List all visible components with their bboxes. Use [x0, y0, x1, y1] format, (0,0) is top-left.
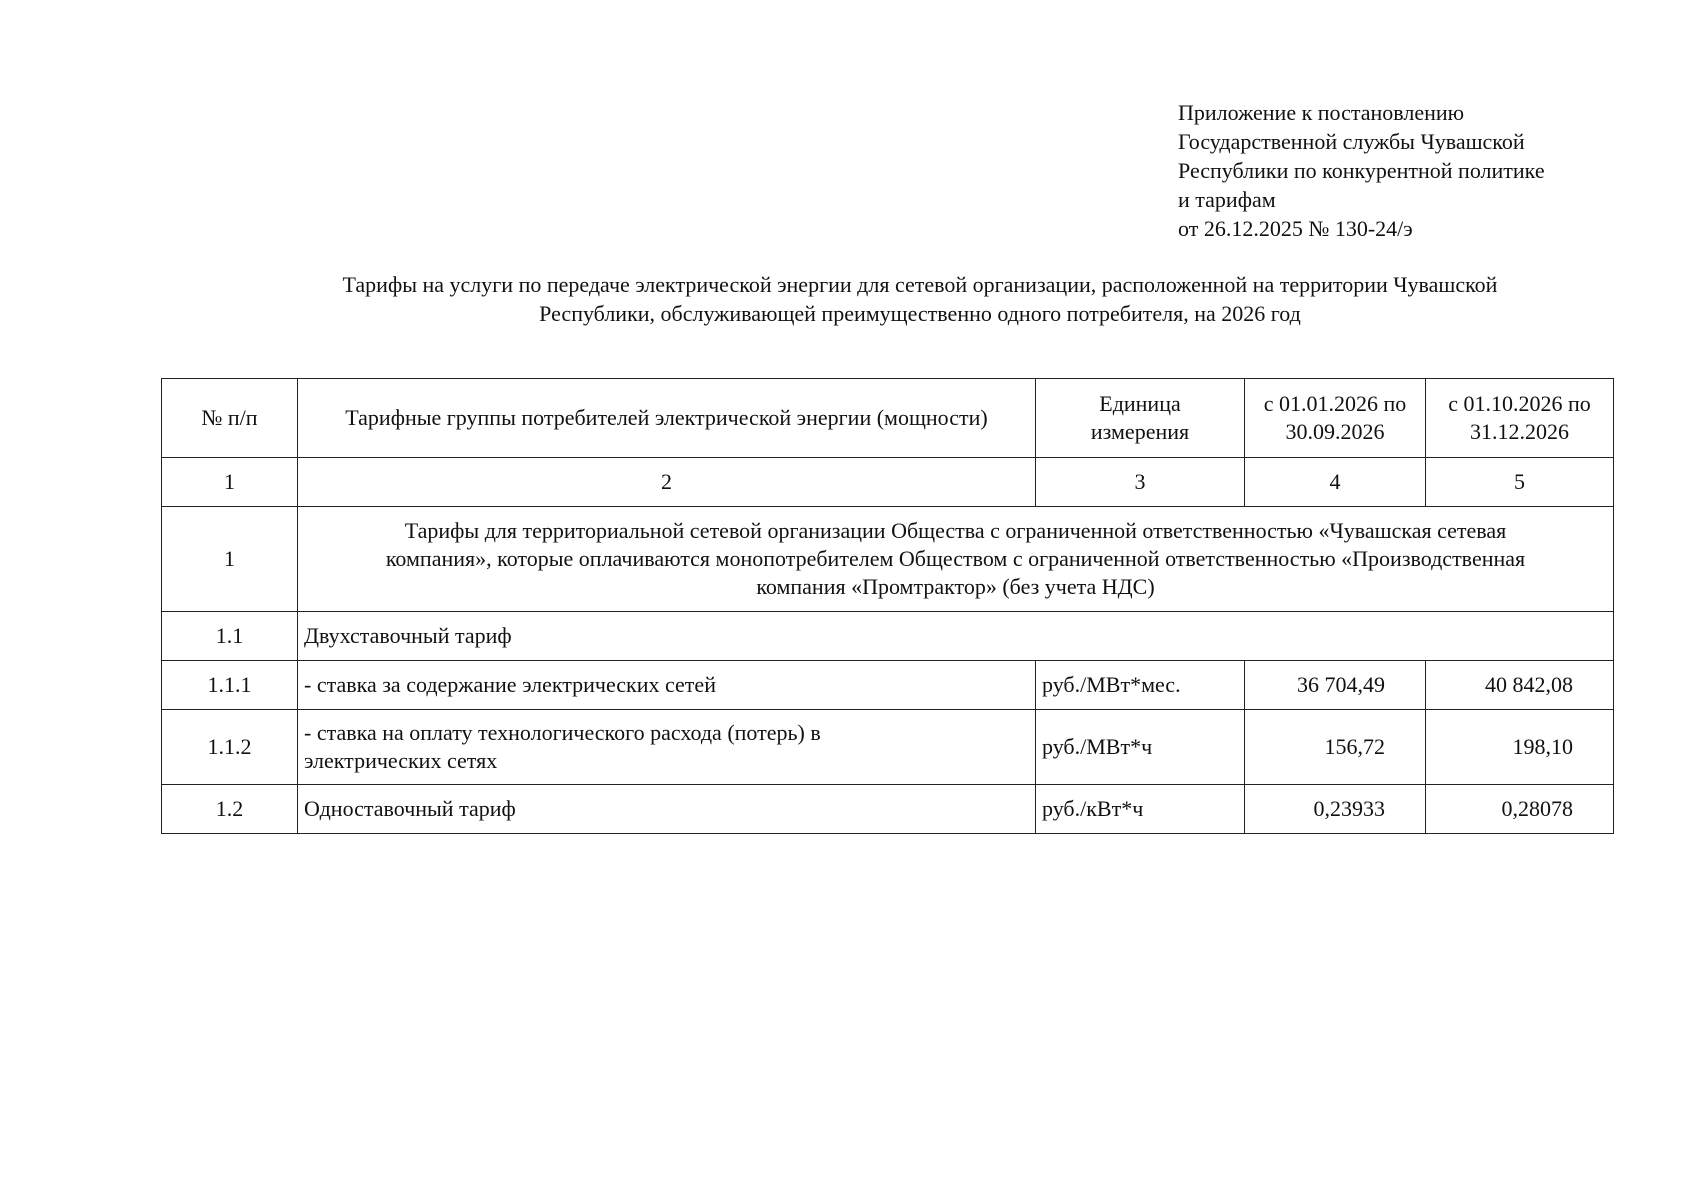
- header-period1-line: с 01.01.2026 по: [1263, 391, 1407, 416]
- table-header-row: [162, 379, 1614, 458]
- row-label-line: - ставка на оплату технологического расхода (потерь) в: [304, 720, 821, 745]
- subsection-num: 1.1: [162, 612, 298, 661]
- section-title: [298, 507, 1614, 612]
- appendix-line: Республики по конкурентной политике: [1178, 158, 1545, 183]
- row-num: 1.1.1: [162, 661, 298, 710]
- column-number: 5: [1426, 458, 1614, 507]
- section-row: [162, 507, 1614, 612]
- header-period2-line: 31.12.2026: [1470, 419, 1569, 444]
- row-period1-value: 36 704,49: [1245, 661, 1426, 710]
- row-unit: руб./МВт*ч: [1036, 710, 1245, 785]
- table-row: [162, 785, 1614, 834]
- document-title-line: Республики, обслуживающей преимущественно одного потребителя, на 2026 год: [539, 301, 1301, 326]
- section-title-line: компания», которые оплачиваются монопотребителем Обществом с ограниченной ответственностью «Производственная: [385, 546, 1526, 571]
- row-period1-value: 0,23933: [1245, 785, 1426, 834]
- column-number-row: [162, 458, 1614, 507]
- header-period1: [1245, 379, 1426, 458]
- row-label: Одноставочный тариф: [298, 785, 1036, 834]
- header-unit-line: Единица: [1099, 391, 1181, 416]
- section-title-line: компания «Промтрактор» (без учета НДС): [756, 574, 1155, 599]
- header-period2-line: с 01.10.2026 по: [1448, 391, 1591, 416]
- table-row: [162, 710, 1614, 785]
- header-num: № п/п: [162, 379, 298, 458]
- row-num: 1.2: [162, 785, 298, 834]
- header-period2: [1426, 379, 1614, 458]
- row-label-line: электрических сетях: [304, 748, 498, 773]
- column-number: 1: [162, 458, 298, 507]
- row-unit: руб./МВт*мес.: [1036, 661, 1245, 710]
- appendix-line: и тарифам: [1178, 187, 1276, 212]
- document-title: [200, 270, 1640, 328]
- subsection-label: Двухставочный тариф: [298, 612, 1614, 661]
- tariff-table: [161, 378, 1614, 834]
- row-num: 1.1.2: [162, 710, 298, 785]
- row-unit: руб./кВт*ч: [1036, 785, 1245, 834]
- section-title-line: Тарифы для территориальной сетевой организации Общества с ограниченной ответственностью «Чувашская сетевая: [404, 518, 1507, 543]
- header-group: Тарифные группы потребителей электрической энергии (мощности): [298, 379, 1036, 458]
- header-period1-line: 30.09.2026: [1285, 419, 1385, 444]
- section-num: 1: [162, 507, 298, 612]
- row-period2-value: 198,10: [1426, 710, 1614, 785]
- appendix-line: Приложение к постановлению: [1178, 100, 1465, 125]
- row-period1-value: 156,72: [1245, 710, 1426, 785]
- table-row: [162, 661, 1614, 710]
- appendix-line: от 26.12.2025 № 130-24/э: [1178, 216, 1413, 241]
- header-unit: [1036, 379, 1245, 458]
- row-label: [298, 710, 1036, 785]
- header-unit-line: измерения: [1090, 419, 1190, 444]
- column-number: 3: [1036, 458, 1245, 507]
- column-number: 4: [1245, 458, 1426, 507]
- row-label: - ставка за содержание электрических сетей: [298, 661, 1036, 710]
- row-period2-value: 0,28078: [1426, 785, 1614, 834]
- document-title-line: Тарифы на услуги по передаче электрической энергии для сетевой организации, расположенной на территории Чувашской: [342, 272, 1498, 297]
- subsection-row: [162, 612, 1614, 661]
- column-number: 2: [298, 458, 1036, 507]
- row-period2-value: 40 842,08: [1426, 661, 1614, 710]
- appendix-block: [1178, 98, 1545, 243]
- appendix-line: Государственной службы Чувашской: [1178, 129, 1525, 154]
